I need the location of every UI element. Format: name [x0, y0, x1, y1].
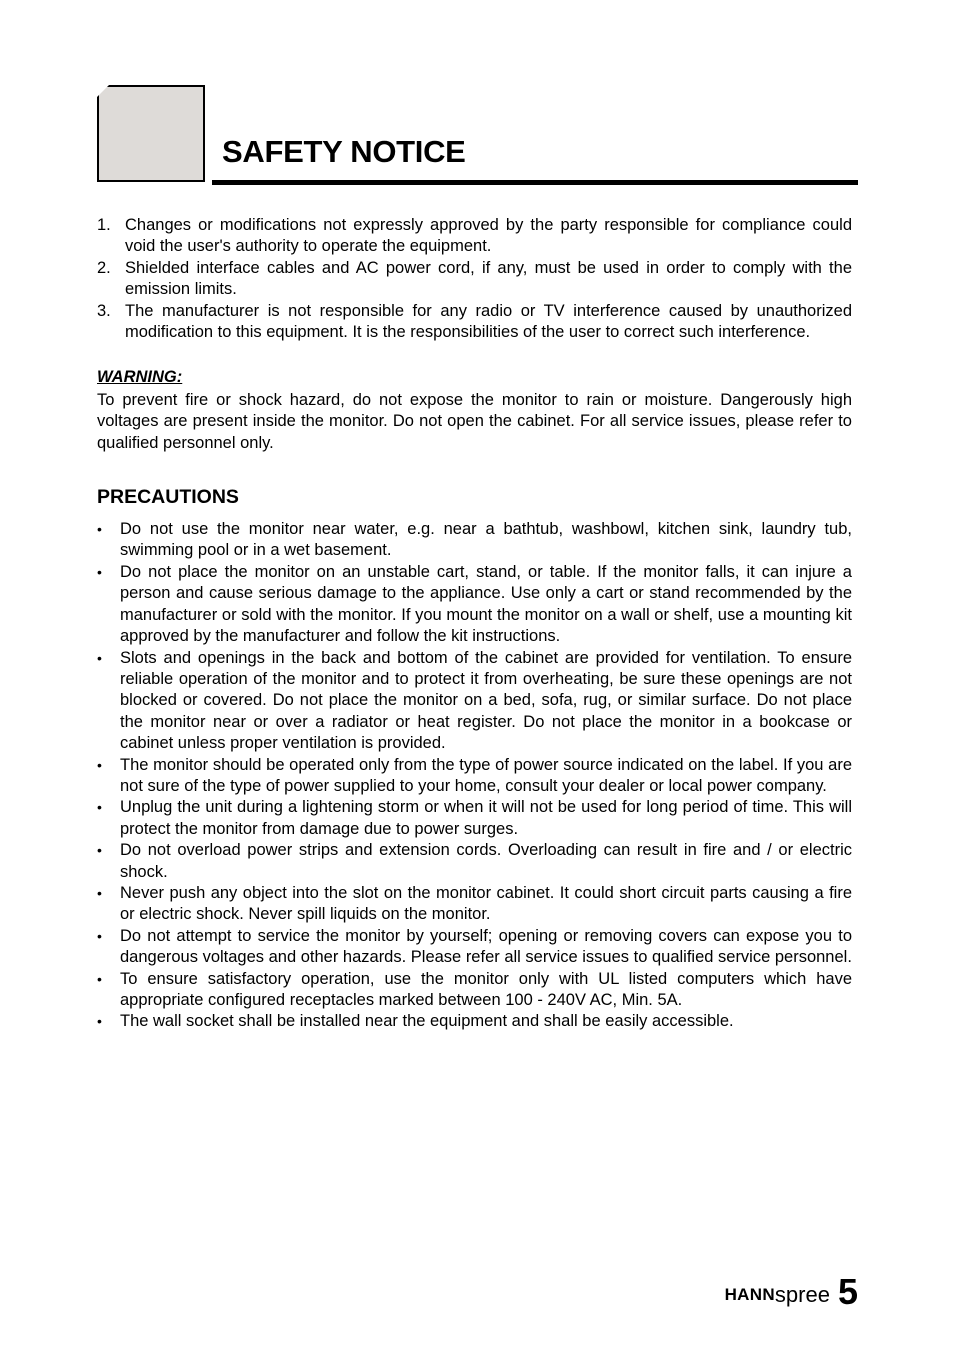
bullet-icon: •	[97, 563, 102, 580]
precautions-list	[97, 519, 852, 1033]
warning-text: To prevent fire or shock hazard, do not expose the monitor to rain or moisture. Dangerously high voltages are present inside the monitor. Do not open the cabinet. For all service issues, please refer to qualified personnel only.	[97, 390, 852, 452]
bullet-icon: •	[97, 521, 102, 538]
list-item	[97, 215, 852, 258]
list-item	[97, 755, 852, 798]
list-item-text: Unplug the unit during a lightening storm or when it will not be used for long period of time. This will protect the monitor from damage due to power surges.	[120, 798, 852, 838]
warning-label: WARNING:	[97, 368, 183, 387]
list-item	[97, 797, 852, 840]
bullet-icon: •	[97, 842, 102, 859]
list-item	[97, 258, 852, 301]
bullet-icon: •	[97, 1013, 102, 1030]
list-item	[97, 883, 852, 926]
list-item-text: Changes or modifications not expressly approved by the party responsible for compliance could void the user's authority to operate the equipment.	[125, 216, 852, 256]
list-item	[97, 840, 852, 883]
bullet-icon: •	[97, 884, 102, 901]
list-item-number: 1.	[97, 216, 111, 234]
list-item	[97, 562, 852, 648]
brand-logo-light: spree	[774, 1282, 830, 1307]
brand-logo-bold: HANN	[724, 1285, 775, 1304]
bullet-icon: •	[97, 649, 102, 666]
list-item-text: Do not place the monitor on an unstable cart, stand, or table. If the monitor falls, it can injure a person and cause serious damage to the appliance. Use only a cart or stand recommended by the manufacturer or sold with the monitor. If you mount the monitor on a wall or shelf, use a mounting kit approved by the manufacturer and follow the kit instructions.	[120, 562, 852, 646]
list-item-text: Do not use the monitor near water, e.g. near a bathtub, washbowl, kitchen sink, laundry tub, swimming pool or in a wet basement.	[120, 520, 852, 560]
main-content	[97, 215, 852, 1033]
page-title: SAFETY NOTICE	[222, 134, 466, 169]
list-item	[97, 301, 852, 344]
precautions-heading: PRECAUTIONS	[97, 486, 239, 509]
list-item	[97, 519, 852, 562]
list-item-text: The wall socket shall be installed near the equipment and shall be easily accessible.	[120, 1012, 734, 1031]
list-item-text: Shielded interface cables and AC power cord, if any, must be used in order to comply with the emission limits.	[125, 258, 852, 299]
bullet-icon: •	[97, 927, 102, 944]
page-number: 5	[837, 1271, 858, 1312]
list-item-text: The monitor should be operated only from the type of power source indicated on the label. If you are not sure of the type of power supplied to your home, consult your dealer or local power company.	[120, 755, 852, 795]
list-item	[97, 969, 852, 1012]
page-footer	[725, 1270, 858, 1310]
chapter-marker-notch	[97, 85, 109, 97]
list-item	[97, 1011, 852, 1032]
list-item	[97, 648, 852, 755]
list-item-text: Never push any object into the slot on the monitor cabinet. It could short circuit parts causing a fire or electric shock. Never spill liquids on the monitor.	[120, 883, 852, 924]
list-item-number: 2.	[97, 258, 111, 277]
list-item	[97, 926, 852, 969]
compliance-notes-list	[97, 215, 852, 343]
list-item-text: Do not overload power strips and extension cords. Overloading can result in fire and / or electric shock.	[120, 841, 852, 881]
list-item-text: To ensure satisfactory operation, use the monitor only with UL listed computers which have appropriate configured receptacles marked between 100 - 240V AC, Min. 5A.	[120, 969, 852, 1009]
bullet-icon: •	[97, 970, 102, 987]
list-item-text: Slots and openings in the back and bottom of the cabinet are provided for ventilation. To ensure reliable operation of the monitor and to protect it from overheating, be sure these openings are not blocked or covered. Do not place the monitor on a bed, sofa, rug, or similar surface. Do not place the monitor near or over a radiator or heat register. Do not place the monitor in a bookcase or cabinet unless proper ventilation is provided.	[120, 648, 852, 753]
list-item-text: The manufacturer is not responsible for any radio or TV interference caused by unauthorized modification to this equipment. It is the responsibilities of the user to correct such interference.	[125, 301, 852, 342]
title-underline-rule	[212, 180, 858, 185]
list-item-text: Do not attempt to service the monitor by yourself; opening or removing covers can expose you to dangerous voltages and other hazards. Please refer all service issues to qualified service personnel.	[120, 926, 852, 967]
list-item-number: 3.	[97, 301, 111, 320]
bullet-icon: •	[97, 799, 102, 816]
chapter-marker-box	[97, 85, 205, 182]
bullet-icon: •	[97, 756, 102, 773]
